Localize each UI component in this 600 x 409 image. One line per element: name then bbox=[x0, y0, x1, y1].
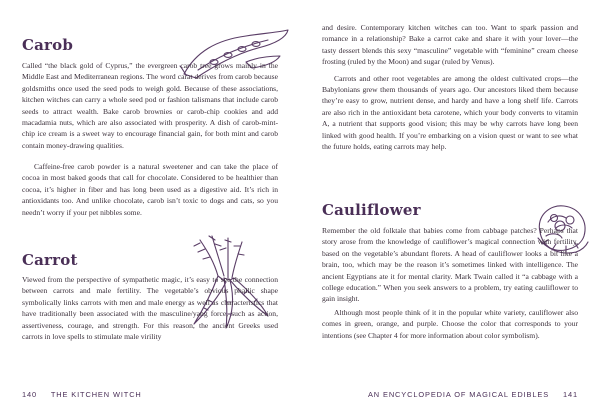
carob-paragraph-1: Called “the black gold of Cyprus,” the evergreen carob tree grows mainly in the Middle East and Mediterranean regions. The word carat derives from carob because goldsmiths once used the seed pods to weigh gold. Because of these associations, kitchen witches can carry a whole seed pod or fashion talismans that include carob seeds to attract wealth. Bake carob brownies or carob-chip cookies and add macadamia nuts, which are also associated with prosperity. A dish of carob-mint-chip ice cream is a sweet way to encourage financial gain, for both mint and carob contain money-drawing qualities. bbox=[22, 61, 278, 150]
carrot-continued-paragraph-1: and desire. Contemporary kitchen witches can too. Want to spark passion and romance in a relationship? Bake a carrot cake and share it with your lover—the tasty dessert blends this sexy “masculine” vegetable with “feminine” cream cheese frosting (ruled by the Moon) and sugar (ruled by Venus). bbox=[322, 23, 578, 67]
carob-body bbox=[22, 60, 278, 151]
carrot-continued-body bbox=[322, 22, 578, 152]
right-footer bbox=[368, 390, 578, 399]
left-page-number: 140 bbox=[22, 390, 38, 399]
cauliflower-body bbox=[322, 225, 578, 341]
carob-heading: Carob bbox=[22, 36, 74, 54]
carob-paragraph-2: Caffeine-free carob powder is a natural sweetener and can take the place of cocoa in most baked goods that call for chocolate. Considered to be healthier than cocoa, it’s higher in fiber and has long been used as a digestive aid. It’s rich in antioxidants too. And unlike chocolate, carob isn’t toxic to dogs and cats, so you needn’t worry if your pet nibbles some. bbox=[22, 162, 278, 217]
carob-body-2 bbox=[22, 161, 278, 218]
right-page bbox=[300, 0, 600, 409]
cauliflower-heading: Cauliflower bbox=[322, 201, 421, 219]
cauliflower-paragraph-1: Remember the old folktale that babies come from cabbage patches? Perhaps that story arose from the knowledge of cauliflower’s magical connection with fertility, based on the vegetable’s abundant florets. A head of cauliflower looks a bit like a brain, too, which may be the reason it’s sometimes linked with intelligence. The ancient Egyptians ate it for mental clarity. Mark Twain called it “a cabbage with a college education.” When you seek answers to a problem, try eating cauliflower to gain insight. bbox=[322, 226, 578, 304]
right-running-title: AN ENCYCLOPEDIA OF MAGICAL EDIBLES bbox=[367, 390, 550, 399]
cauliflower-paragraph-2: Although most people think of it in the popular white variety, cauliflower also comes in green, orange, and purple. Choose the color that corresponds to your intentions (see Chapter 4 for more information about color symbolism). bbox=[322, 307, 578, 340]
left-running-title: THE KITCHEN WITCH bbox=[50, 390, 142, 399]
right-page-number: 141 bbox=[562, 390, 578, 399]
carrot-continued-paragraph-2: Carrots and other root vegetables are among the oldest cultivated crops—the Babylonians grew them thousands of years ago. Our ancestors liked them because they’re easy to grow, nutrient dense, and hardy and have a long shelf life. Carrots are also rich in the antioxidant beta carotene, which your body converts to vitamin A, a nutrient that supports good vision; this may be why carrots have long been linked with good health. If you’re embarking on a vision quest or want to see what the future holds, eating carrots may help. bbox=[322, 73, 578, 152]
carrot-body bbox=[22, 274, 278, 342]
left-footer bbox=[22, 390, 142, 399]
carrot-heading: Carrot bbox=[22, 251, 78, 269]
carrot-paragraph-1: Viewed from the perspective of sympathetic magic, it’s easy to see the connection between carrots and male fertility. The vegetable’s obvious phallic shape symbolically links carrots with men and male energy as well as characteristics that have traditionally been associated with the masculine/yang force, such as action, assertiveness, courage, and strength. For this reason, the ancient Greeks used carrots in love spells to stimulate male virility bbox=[22, 275, 278, 342]
